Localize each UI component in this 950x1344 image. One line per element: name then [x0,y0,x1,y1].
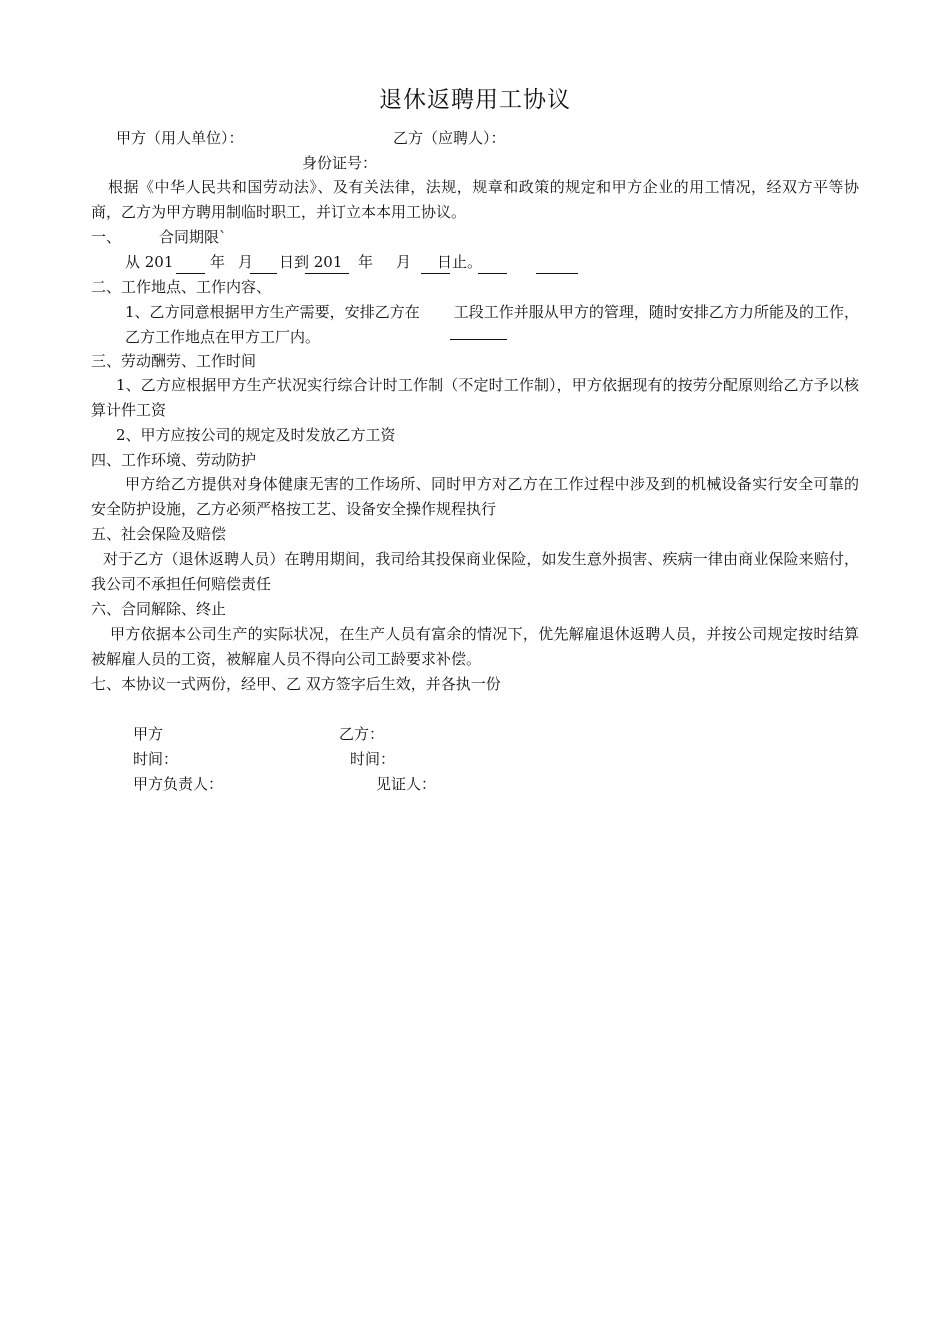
term-from: 从 201 [125,253,174,271]
id-number-label: 身份证号： [302,154,378,172]
section5-body: 对于乙方（退休返聘人员）在聘用期间，我司给其投保商业保险，如发生意外损害、疾病一律由商业保险来赔付，我公司不承担任何赔偿责任 [91,550,859,593]
location-blank[interactable] [450,339,507,340]
signature-witness: 见证人： [376,775,437,793]
signature-party-a: 甲方 [133,725,164,743]
section2-item1-part1: 1、乙方同意根据甲方生产需要，安排乙方在 [125,303,420,321]
section1-number: 一、 [91,228,122,246]
section2-item1 [125,299,859,349]
section5-heading: 五、社会保险及赔偿 [91,525,227,543]
document-title: 退休返聘用工协议 [379,87,571,113]
end-year-blank[interactable] [305,273,349,274]
section3-item1: 1、乙方应根据甲方生产状况实行综合计时工作制（不定时工作制），甲方依据现有的按劳分配原则给乙方予以核算计件工资 [91,376,859,419]
section1-heading: 合同期限` [159,228,227,246]
preamble-paragraph: 根据《中华人民共和国劳动法》、及有关法律，法规，规章和政策的规定和甲方企业的用工情况，经双方平等协商，乙方为甲方聘用制临时职工，并订立本本用工协议。 [91,178,859,221]
start-year-blank[interactable] [176,273,205,274]
term-month-end: 月 [396,253,412,271]
signature-time-a: 时间： [133,750,179,768]
party-b-label: 乙方（应聘人）： [393,129,506,147]
section6-heading: 六、合同解除、终止 [91,600,227,618]
section3-item2: 2、甲方应按公司的规定及时发放乙方工资 [116,426,396,444]
section3-heading: 三、劳动酬劳、工作时间 [91,352,257,370]
extra-blank[interactable] [536,273,578,274]
signature-party-b: 乙方： [339,725,385,743]
section2-heading: 二、工作地点、工作内容、 [91,278,272,296]
section4-heading: 四、工作环境、劳动防护 [91,451,257,469]
term-month-start: 月 [238,253,254,271]
end-day-blank[interactable] [478,273,507,274]
signature-a-responsible: 甲方负责人： [133,775,224,793]
term-day-end: 日止。 [437,253,483,271]
section6-body: 甲方依据本公司生产的实际状况，在生产人员有富余的情况下，优先解雇退休返聘人员，并按公司规定按时结算被解雇人员的工资，被解雇人员不得向公司工龄要求补偿。 [91,625,859,668]
signature-time-b: 时间： [350,750,396,768]
term-year-start: 年 [210,253,226,271]
start-month-blank[interactable] [250,273,277,274]
party-a-label: 甲方（用人单位）： [116,129,244,147]
term-day-to: 日到 201 [279,253,343,271]
section4-body: 甲方给乙方提供对身体健康无害的工作场所、同时甲方对乙方在工作过程中涉及到的机械设备实行安全可靠的安全防护设施，乙方必须严格按工艺、设备安全操作规程执行 [91,475,859,518]
section7-text: 七、本协议一式两份，经甲、乙 双方签字后生效，并各执一份 [91,675,501,693]
workshop-blank[interactable] [420,299,454,317]
section2-item1-part2: 工段工作并服从甲方的管理，随时安排乙方力所能及的工作，乙方工作地点在甲方工厂内。 [125,303,859,346]
term-year-end: 年 [358,253,374,271]
